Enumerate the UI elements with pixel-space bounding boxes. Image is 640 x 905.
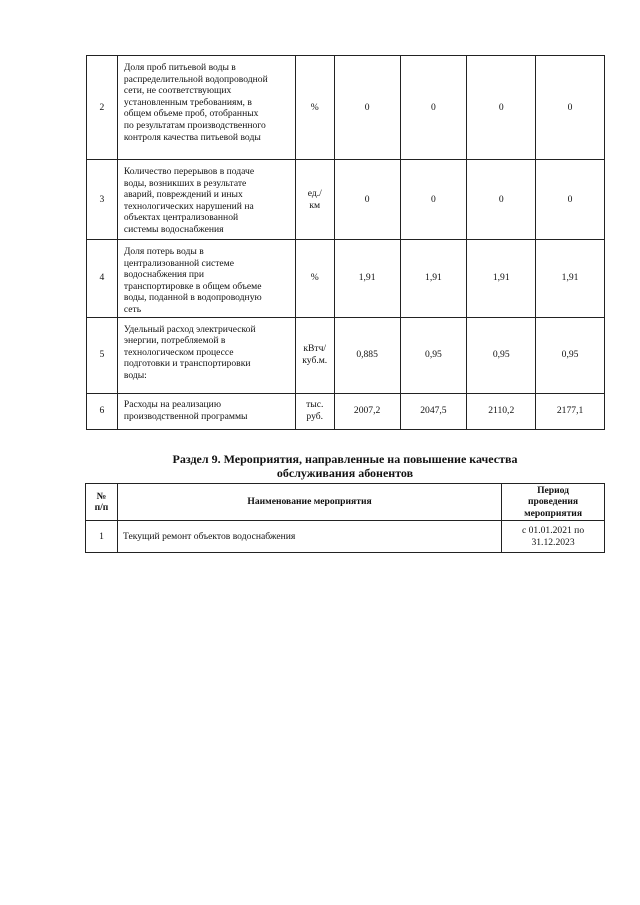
indicator-value: 2177,1 xyxy=(536,393,605,429)
indicator-description-line: технологических нарушений на xyxy=(123,200,254,212)
indicator-unit xyxy=(295,393,334,429)
indicator-description-line: аварий, повреждений и иных xyxy=(123,189,243,201)
indicator-value: 0 xyxy=(400,56,467,160)
indicator-row xyxy=(87,160,605,240)
indicator-description-line: воды, возникших в результате xyxy=(123,177,247,189)
measures-header-period xyxy=(502,484,605,521)
indicator-description-line: воды, поданной в водопроводную xyxy=(123,292,262,304)
indicator-num: 5 xyxy=(87,317,118,393)
indicator-description xyxy=(117,160,295,240)
indicator-description-line: контроля качества питьевой воды xyxy=(123,131,261,143)
indicator-description-line: Расходы на реализацию xyxy=(123,399,221,411)
measures-cell-name: Текущий ремонт объектов водоснабжения xyxy=(117,521,501,553)
indicator-value: 0 xyxy=(334,56,400,160)
indicator-value: 2047,5 xyxy=(400,393,467,429)
indicator-description xyxy=(117,240,295,318)
measures-row xyxy=(86,521,605,553)
indicator-description-line: по результатам производственного xyxy=(123,119,266,131)
indicator-num: 3 xyxy=(87,160,118,240)
indicator-value: 1,91 xyxy=(467,240,536,318)
indicator-description-line: водоснабжения при xyxy=(123,269,204,281)
section-9-heading-line1: Раздел 9. Мероприятия, направленные на повышение качества xyxy=(172,452,518,466)
period-line2: 31.12.2023 xyxy=(531,536,575,548)
indicator-description-line: технологическом процессе xyxy=(123,346,234,358)
indicator-unit-line: куб.м. xyxy=(302,355,328,367)
indicator-description-line: общем объеме проб, отобранных xyxy=(123,108,259,120)
indicator-unit-line: кВтч/ xyxy=(303,343,327,355)
indicator-description-line: установленным требованиям, в xyxy=(123,96,252,108)
indicator-description xyxy=(117,317,295,393)
indicator-value: 1,91 xyxy=(536,240,605,318)
indicator-description-line: распределительной водопроводной xyxy=(123,73,268,85)
indicator-description-line: сети, не соответствующих xyxy=(123,85,232,97)
indicator-value: 0,95 xyxy=(400,317,467,393)
indicator-unit-line: % xyxy=(310,272,319,284)
indicator-value: 1,91 xyxy=(334,240,400,318)
indicator-value: 0 xyxy=(467,56,536,160)
indicator-num: 4 xyxy=(87,240,118,318)
section-9-heading xyxy=(115,452,575,480)
indicator-description-line: энергии, потребляемой в xyxy=(123,335,226,347)
indicator-value: 0,95 xyxy=(536,317,605,393)
indicator-value: 0 xyxy=(400,160,467,240)
measures-table xyxy=(85,483,605,553)
indicators-table xyxy=(86,55,605,430)
indicator-description-line: производственной программы xyxy=(123,411,248,423)
indicator-unit-line: % xyxy=(310,101,319,113)
measures-header-num xyxy=(86,484,118,521)
indicator-value: 0,885 xyxy=(334,317,400,393)
section-9-heading-line2: обслуживания абонентов xyxy=(276,466,414,480)
indicator-value: 2110,2 xyxy=(467,393,536,429)
indicator-description-line: транспортировке в общем объеме xyxy=(123,280,262,292)
indicator-description-line: сеть xyxy=(123,303,142,315)
indicator-num: 2 xyxy=(87,56,118,160)
indicator-description-line: системы водоснабжения xyxy=(123,223,224,235)
measures-header-name: Наименование мероприятия xyxy=(117,484,501,521)
indicator-value: 0,95 xyxy=(467,317,536,393)
header-period-line2: проведения xyxy=(528,496,579,508)
measures-header-row xyxy=(86,484,605,521)
indicator-unit xyxy=(295,240,334,318)
indicator-value: 0 xyxy=(334,160,400,240)
indicator-description xyxy=(117,56,295,160)
indicator-value: 2007,2 xyxy=(334,393,400,429)
indicator-value: 0 xyxy=(467,160,536,240)
indicator-unit-line: руб. xyxy=(306,411,324,423)
measures-cell-period xyxy=(502,521,605,553)
header-period-line1: Период xyxy=(537,484,570,496)
indicator-description-line: Доля проб питьевой воды в xyxy=(123,62,236,73)
indicator-row xyxy=(87,56,605,160)
period-line1: с 01.01.2021 по xyxy=(521,525,585,536)
indicator-description-line: централизованной системе xyxy=(123,257,234,269)
indicator-unit xyxy=(295,56,334,160)
indicator-unit-line: км xyxy=(309,199,321,211)
indicator-value: 0 xyxy=(536,160,605,240)
indicator-description-line: Количество перерывов в подаче xyxy=(123,166,255,177)
indicator-row xyxy=(87,393,605,429)
indicator-num: 6 xyxy=(87,393,118,429)
indicator-description-line: воды: xyxy=(123,369,147,381)
indicator-description-line: Доля потерь воды в xyxy=(123,246,204,257)
indicator-unit-line: ед./ xyxy=(307,187,322,199)
indicator-row xyxy=(87,317,605,393)
header-num-line1: № xyxy=(96,490,107,502)
measures-cell-num: 1 xyxy=(86,521,118,553)
indicator-row xyxy=(87,240,605,318)
indicator-unit xyxy=(295,160,334,240)
indicator-description-line: Удельный расход электрической xyxy=(123,323,256,335)
indicator-description xyxy=(117,393,295,429)
indicator-description-line: объектах централизованной xyxy=(123,212,239,224)
indicator-description-line: подготовки и транспортировки xyxy=(123,358,251,370)
header-period-line3: мероприятия xyxy=(524,507,583,519)
indicator-value: 1,91 xyxy=(400,240,467,318)
indicator-unit-line: тыс. xyxy=(306,399,324,411)
header-num-line2: п/п xyxy=(94,502,109,513)
indicator-value: 0 xyxy=(536,56,605,160)
indicator-unit xyxy=(295,317,334,393)
